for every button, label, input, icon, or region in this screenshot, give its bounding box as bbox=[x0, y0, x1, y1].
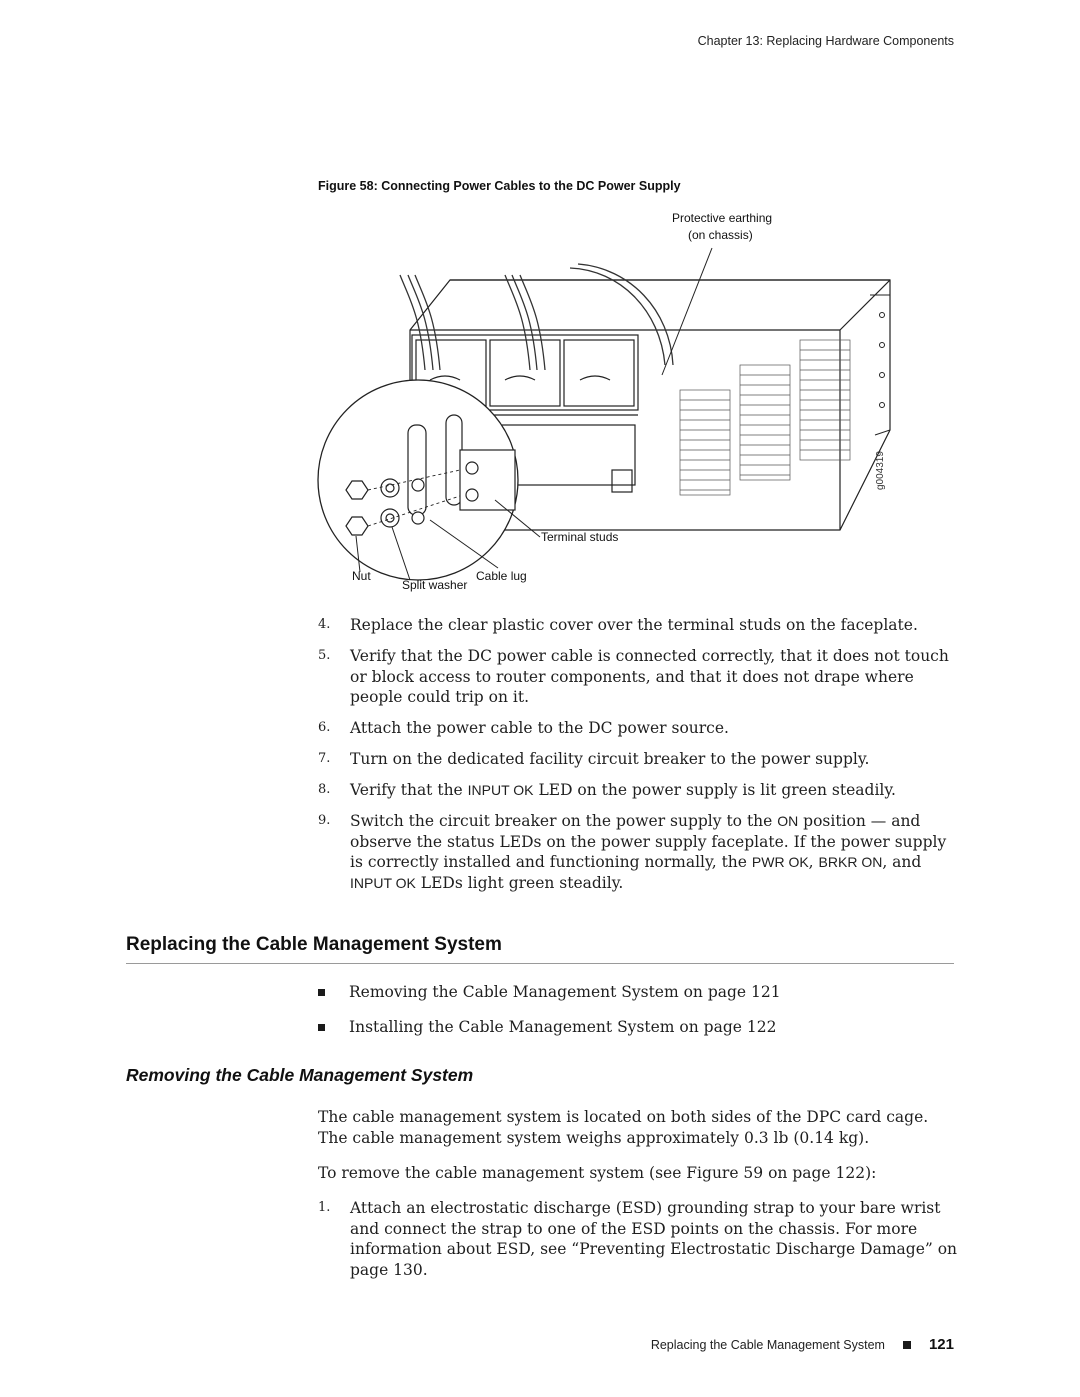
protective-earthing-label: Protective earthing bbox=[672, 211, 773, 225]
list-item: 6. Attach the power cable to the DC power source. bbox=[318, 719, 729, 737]
toc-link[interactable]: Installing the Cable Management System on page 122 bbox=[318, 1017, 781, 1037]
toc-link[interactable]: Removing the Cable Management System on page 121 bbox=[318, 982, 781, 1002]
page-number: 121 bbox=[928, 1336, 954, 1353]
footer-bullet-icon bbox=[903, 1341, 911, 1349]
split-washer-label: Split washer bbox=[402, 578, 468, 592]
subsection-heading: Removing the Cable Management System bbox=[126, 1065, 474, 1085]
procedure-steps bbox=[318, 615, 958, 636]
body-paragraph: The cable management system is located on both sides of the DPC card cage. The cable management system weighs approximately 0.3 lb (0.14 kg). bbox=[318, 1108, 929, 1147]
section-toc bbox=[318, 982, 781, 1052]
ui-label: PWR OK bbox=[751, 854, 809, 870]
page-footer bbox=[651, 1336, 954, 1353]
power-cable-diagram bbox=[300, 200, 900, 600]
bullet-icon bbox=[318, 989, 325, 996]
ui-label: BRKR ON bbox=[818, 854, 883, 870]
ui-label: INPUT OK bbox=[467, 782, 534, 798]
protective-earthing-sub-label: (on chassis) bbox=[688, 228, 753, 242]
figure-caption: Figure 58: Connecting Power Cables to the DC Power Supply bbox=[318, 179, 681, 193]
ui-label: INPUT OK bbox=[350, 874, 416, 891]
section-heading: Replacing the Cable Management System bbox=[126, 934, 954, 964]
list-item: 9. Switch the circuit breaker on the power supply to the ON position — and observe the status LEDs on the power supply faceplate. If the power supply is correctly installed and functioning normally, the PWR OK, BRKR ON, and INPUT OK LEDs light green steadily. bbox=[318, 812, 947, 892]
list-item: 7. Turn on the dedicated facility circuit breaker to the power supply. bbox=[318, 750, 870, 768]
chapter-header: Chapter 13: Replacing Hardware Components bbox=[697, 34, 954, 48]
cable-lug-label: Cable lug bbox=[476, 569, 527, 583]
figure-id: g004319 bbox=[875, 451, 886, 490]
list-item: 1. Attach an electrostatic discharge (ESD) grounding strap to your bare wrist and connect the strap to one of the ESD points on the chassis. For more information about ESD, see “Preventing Electrostatic Discharge Damage” on page 130. bbox=[318, 1199, 958, 1279]
footer-title: Replacing the Cable Management System bbox=[650, 1337, 885, 1352]
list-item: 4. Replace the clear plastic cover over the terminal studs on the faceplate. bbox=[318, 616, 918, 634]
ui-label: ON bbox=[777, 813, 799, 829]
list-item: 8. Verify that the INPUT OK LED on the power supply is lit green steadily. bbox=[318, 781, 896, 799]
terminal-studs-label: Terminal studs bbox=[541, 530, 619, 544]
body-paragraph: To remove the cable management system (see Figure 59 on page 122): bbox=[318, 1164, 877, 1182]
terminal-detail-circle bbox=[318, 380, 518, 580]
list-item: 5. Verify that the DC power cable is connected correctly, that it does not touch or block access to router components, and that it does not drape where people could trip on it. bbox=[318, 647, 949, 706]
nut-label: Nut bbox=[352, 569, 371, 583]
bullet-icon bbox=[318, 1024, 325, 1031]
